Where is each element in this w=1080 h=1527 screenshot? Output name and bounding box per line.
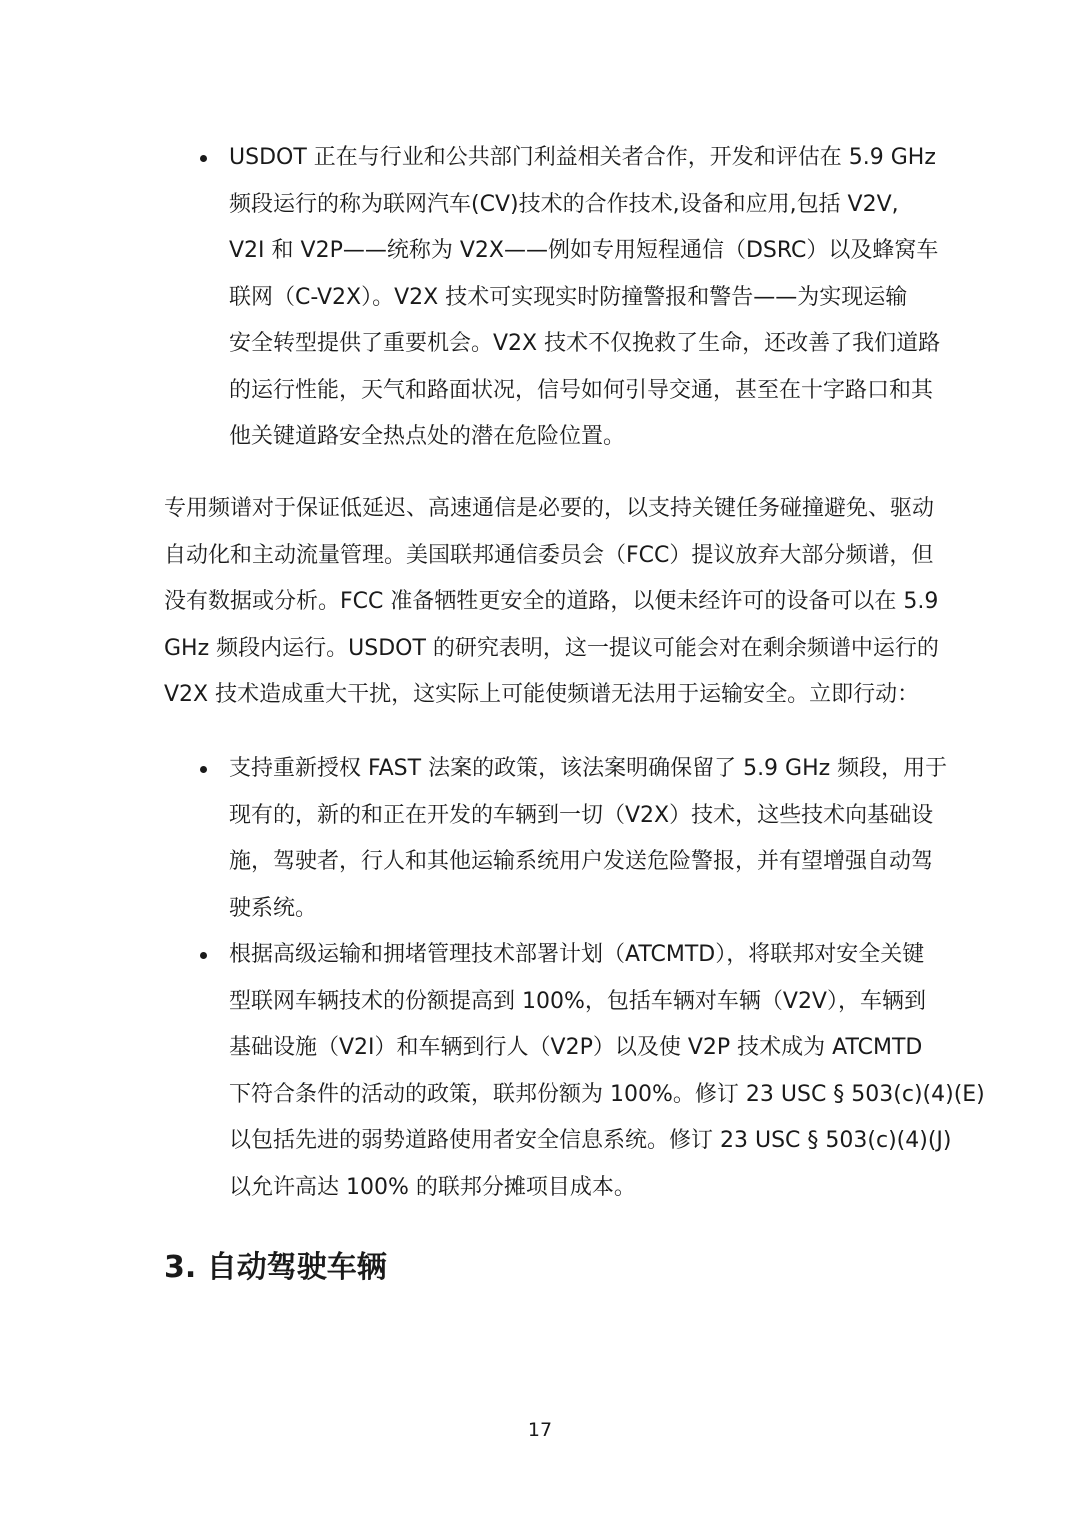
text-line: 支持重新授权 FAST 法案的政策，该法案明确保留了 5.9 GHz 频段，用于 (229, 756, 948, 781)
text-line: 驶系统。 (229, 895, 318, 921)
text-line: 联网（C-V2X）。V2X 技术可实现实时防撞警报和警告——为实现运输 (229, 284, 908, 310)
text-line: 安全转型提供了重要机会。V2X 技术不仅挽救了生命，还改善了我们道路 (229, 331, 941, 356)
page-number: 17 (527, 1419, 553, 1441)
text-line: GHz 频段内运行。USDOT 的研究表明，这一提议可能会对在剩余频谱中运行的 (164, 635, 939, 661)
text-line: 他关键道路安全热点处的潜在危险位置。 (229, 424, 626, 449)
text-line: V2X 技术造成重大干扰，这实际上可能使频谱无法用于运输安全。立即行动： (164, 682, 920, 707)
text-line: 以允许高达 100% 的联邦分摊项目成本。 (229, 1174, 636, 1200)
bullet-dot-icon (200, 766, 207, 773)
text-line: USDOT 正在与行业和公共部门利益相关者合作，开发和评估在 5.9 GHz (229, 145, 936, 170)
text-line: 以包括先进的弱势道路使用者安全信息系统。修订 23 USC § 503(c)(4)(J) (229, 1128, 952, 1153)
text-line: 施，驾驶者，行人和其他运输系统用户发送危险警报，并有望增强自动驾 (229, 849, 934, 874)
bullet-dot-icon (200, 155, 207, 162)
text-line: 专用频谱对于保证低延迟、高速通信是必要的，以支持关键任务碰撞避免、驱动 (164, 496, 935, 521)
text-line: V2I 和 V2P——统称为 V2X——例如专用短程通信（DSRC）以及蜂窝车 (229, 238, 939, 263)
text-line: 的运行性能，天气和路面状况，信号如何引导交通，甚至在十字路口和其 (229, 377, 934, 403)
bullet-dot-icon (200, 952, 207, 959)
text-line: 自动化和主动流量管理。美国联邦通信委员会（FCC）提议放弃大部分频谱，但 (164, 542, 934, 568)
text-line: 型联网车辆技术的份额提高到 100%，包括车辆对车辆（V2V），车辆到 (229, 988, 926, 1014)
text-line: 现有的，新的和正在开发的车辆到一切（V2X）技术，这些技术向基础设 (229, 802, 934, 828)
section-heading: 3. 自动驾驶车辆 (164, 1250, 387, 1285)
body-paragraph-spectrum (164, 486, 939, 719)
text-line: 频段运行的称为联网汽车(CV)技术的合作技术,设备和应用,包括 V2V, (229, 191, 899, 217)
text-line: 下符合条件的活动的政策，联邦份额为 100%。修订 23 USC § 503(c)(4)(E) (229, 1081, 985, 1107)
text-line: 没有数据或分析。FCC 准备牺牲更安全的道路，以便未经许可的设备可以在 5.9 (164, 589, 939, 614)
text-line: 根据高级运输和拥堵管理技术部署计划（ATCMTD），将联邦对安全关键 (229, 942, 925, 967)
text-line: 基础设施（V2I）和车辆到行人（V2P）以及使 V2P 技术成为 ATCMTD (229, 1035, 923, 1060)
